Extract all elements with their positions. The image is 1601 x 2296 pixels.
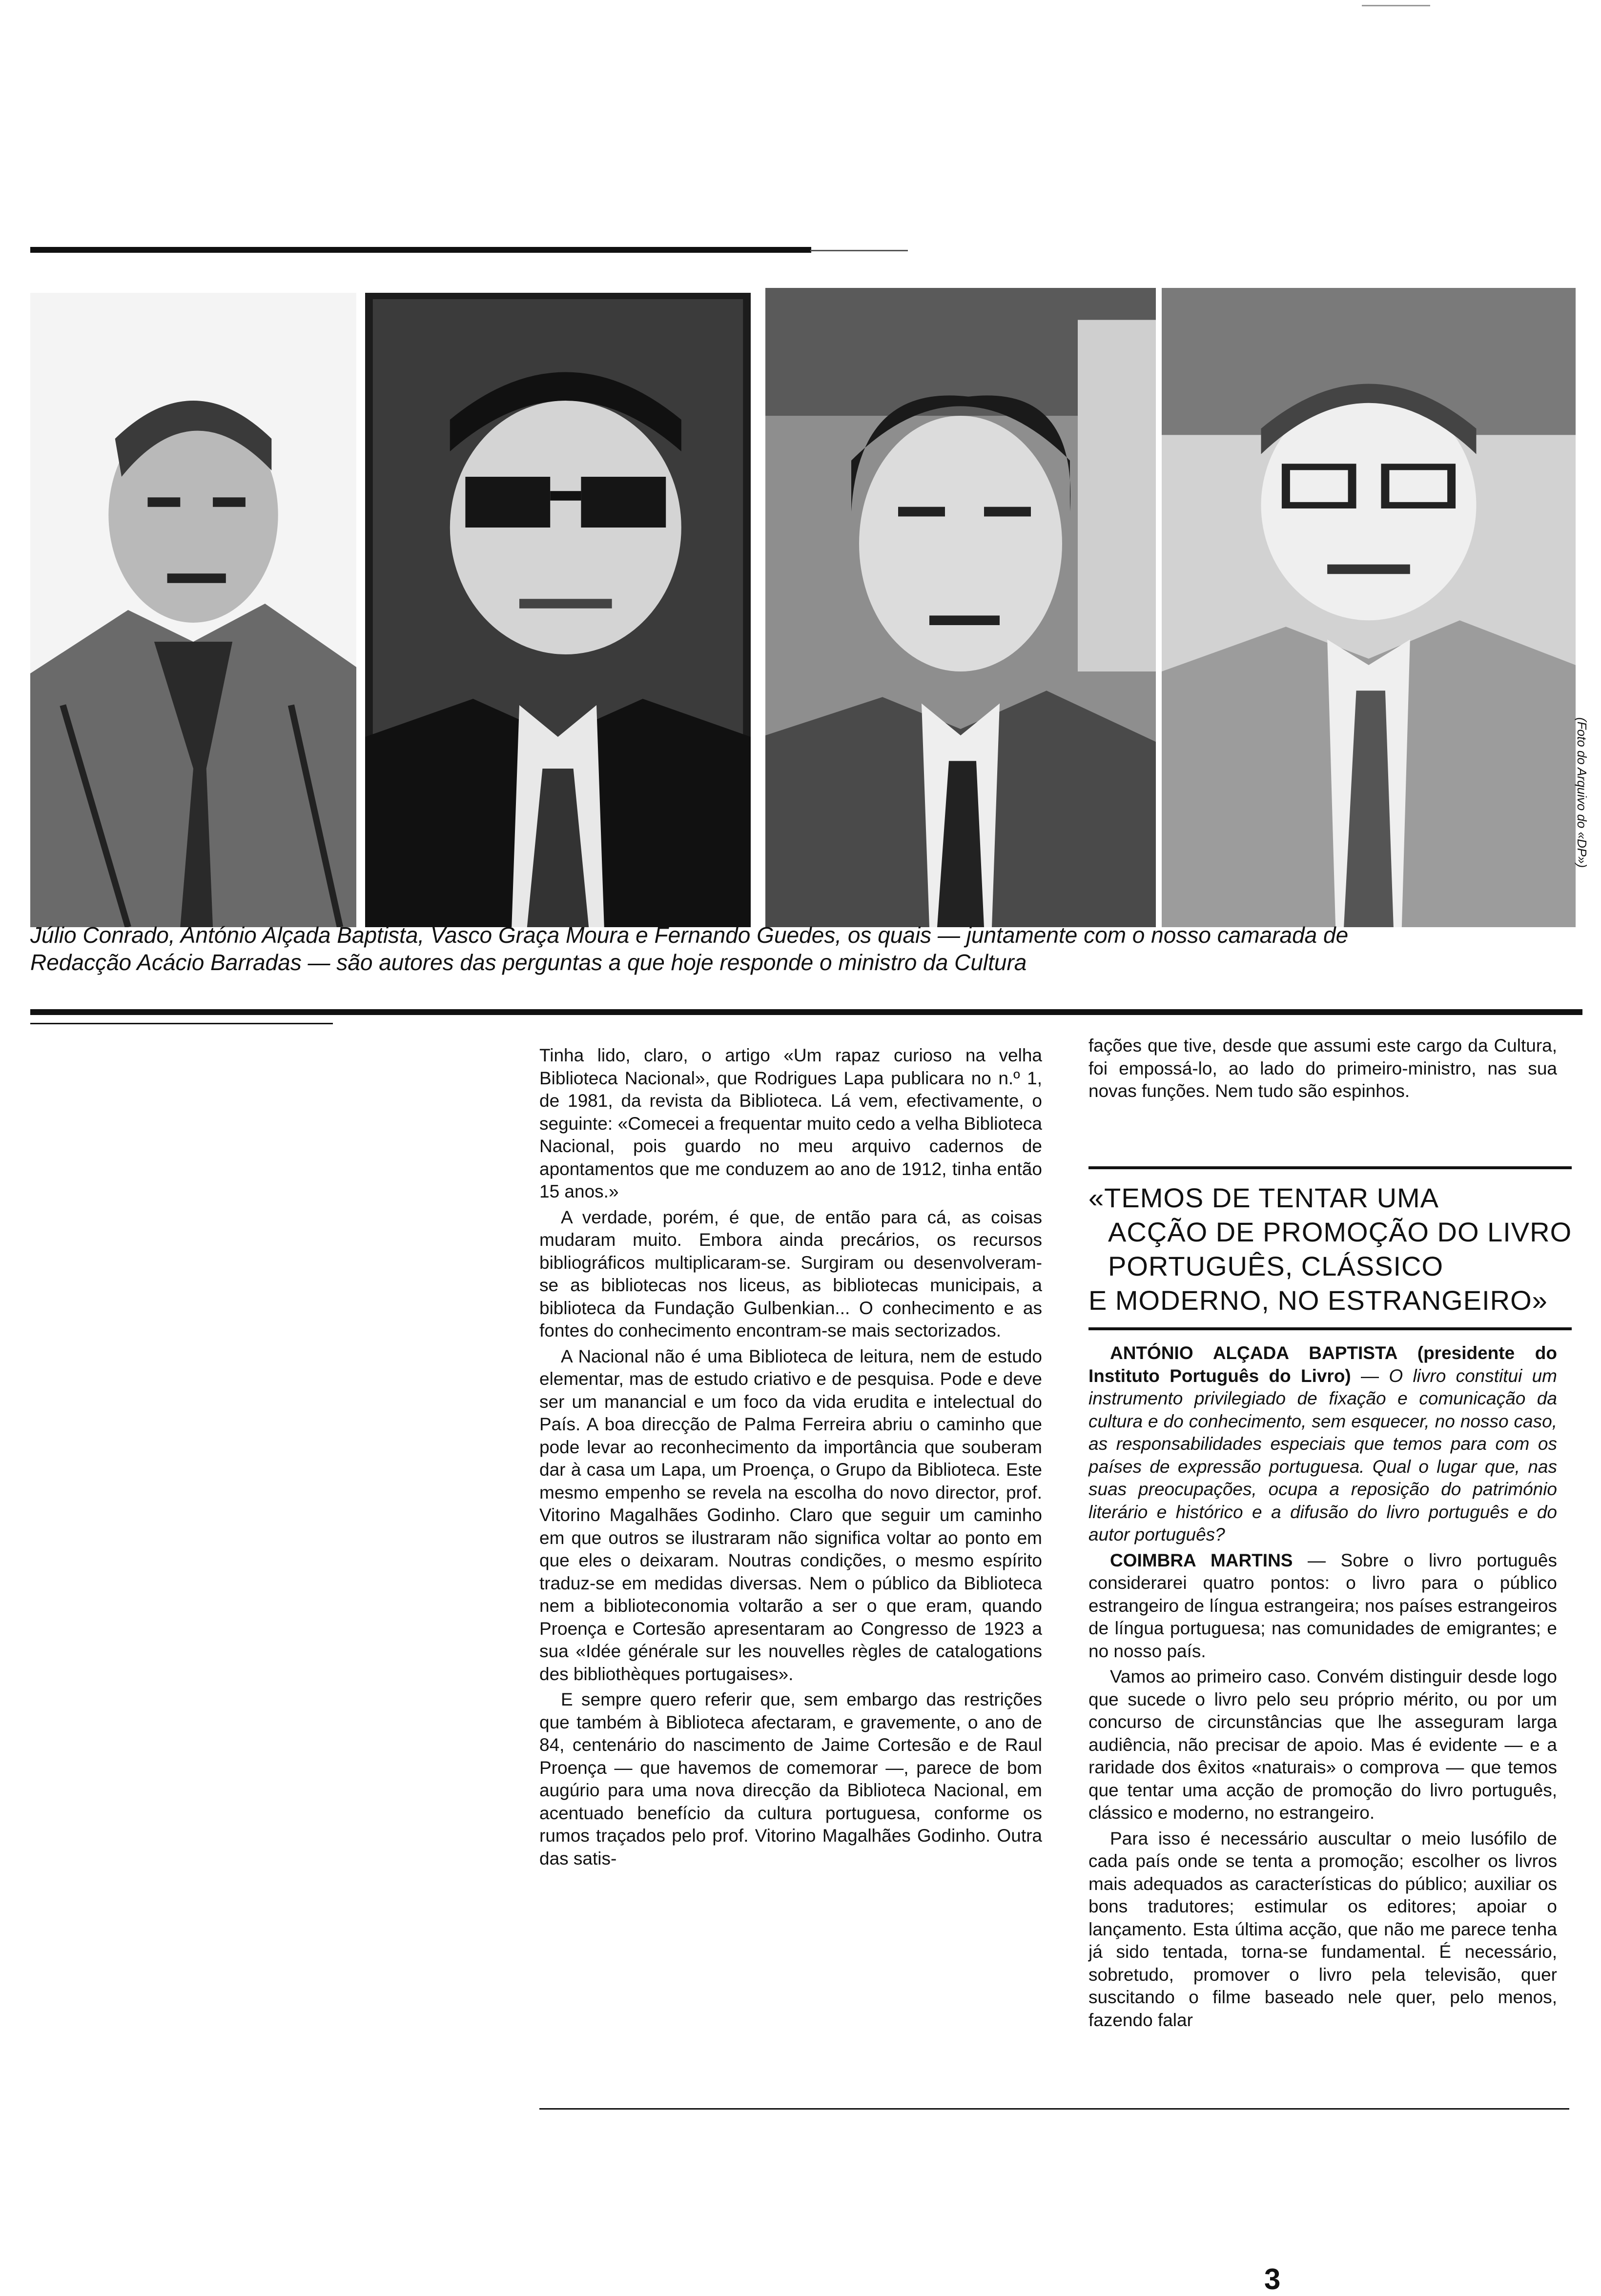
caption-rule — [30, 1009, 1582, 1015]
caption-line-1: Júlio Conrado, António Alçada Baptista, Vasco Graça Moura e Fernando Guedes, os quais — juntamente com o nosso camarada de — [30, 922, 1349, 948]
paragraph: E sempre quero referir que, sem embargo das restrições que também à Biblioteca afectaram, e gravemente, o ano de 84, centenário do nascimento de Jaime Cortesão e de Raul Proença — que havemos de comemorar —, parece de bom augúrio para uma nova direcção da Biblioteca Nacional, em acentuado benefício da cultura portuguesa, conforme os rumos traçados pelo prof. Vitorino Magalhães Godinho. Outra das satis- — [539, 1689, 1042, 1869]
headline-line-3: PORTUGUÊS, CLÁSSICO — [1108, 1251, 1444, 1281]
headline-line-4: E MODERNO, NO ESTRANGEIRO» — [1088, 1285, 1548, 1316]
portrait-1 — [30, 293, 356, 927]
portrait-3 — [765, 288, 1156, 927]
portrait-2 — [365, 293, 751, 927]
headline-line-1: «TEMOS DE TENTAR UMA — [1088, 1182, 1439, 1213]
paragraph: A verdade, porém, é que, de então para cá, as coisas mudaram muito. Embora ainda precários, os recursos bibliográficos multiplicaram-se. Surgiram ou desenvolveram-se as bibliotecas nos liceus, as bibliotecas municipais, a biblioteca da Fundação Gulbenkian... O conhecimento e as fontes do conhecimento encontram-se mais sectorizados. — [539, 1207, 1042, 1341]
article-column-1 — [539, 1044, 1042, 1873]
paragraph: fações que tive, desde que assumi este cargo da Cultura, foi empossá-lo, ao lado do primeiro-ministro, nas sua novas funções. Nem tudo são espinhos. — [1088, 1036, 1557, 1101]
question-text: O livro constitui um instrumento privilegiado de fixação e comunicação da cultura e do conhecimento, sem esquecer, no nosso caso, as responsabilidades especiais que temos para com os países de expressão portuguesa. Qual o lugar que, nas suas preocupações, ocupa a reposição do património literário e histórico e a difusão do livro português e do autor português? — [1088, 1365, 1558, 1544]
answer — [1088, 1549, 1557, 1663]
headline-line-2: ACÇÃO DE PROMOÇÃO DO LIVRO — [1108, 1217, 1572, 1247]
headline-rule-bottom — [1088, 1327, 1572, 1330]
photo-credit: (Foto do Arquivo do «DP») — [1575, 717, 1589, 868]
caption-rule-left — [30, 1023, 333, 1024]
paragraph: A Nacional não é uma Biblioteca de leitura, nem de estudo elementar, mas de estudo criativo e de pesquisa. Pode e deve ser um manancial e um foco da vida erudita e intelectual do País. A boa direcção de Palma Ferreira abriu o caminho que pode levar ao reconhecimento da importância que souberam dar à casa um Lapa, um Proença, o Grupo da Biblioteca. Este mesmo empenho se revela na escolha do novo director, prof. Vitorino Magalhães Godinho. Claro que seguir um caminho em que outros se ilustraram não significa voltar ao ponto em que eles o deixaram. Noutras condições, o mesmo espírito traduz-se em medidas diversas. Nem o público da Biblioteca nem a biblioteconomia voltarão a ser o que eram, quando Proença e Cortesão apresentaram ao Congresso de 1923 a sua «Idée générale sur les nouvelles règles de catalogations des bibliothèques portugaises». — [539, 1346, 1042, 1684]
top-rule — [30, 247, 811, 253]
photo-caption — [30, 921, 1519, 976]
page-number: 3 — [1264, 2263, 1281, 2296]
answer-text: — Sobre o livro português considerarei quatro pontos: o livro para o público estrangeiro de língua estrangeira; nos países estrangeiros de língua portuguesa; nas comunidades de emigrantes; e no nosso país. — [1088, 1550, 1557, 1661]
paragraph: Para isso é necessário auscultar o meio lusófilo de cada país onde se tenta a promoção; escolher os livros mais adequados as características do público; auxiliar os bons tradutores; estimular os editores; apoiar o lançamento. Esta última acção, que não me parece tenha já sido tentada, torna-se fundamental. É necessário, sobretudo, promover o livro pela televisão, quer suscitando o filme baseado nele quer, pelo menos, fazendo falar — [1088, 1828, 1557, 2030]
paragraph: Tinha lido, claro, o artigo «Um rapaz curioso na velha Biblioteca Nacional», que Rodrigues Lapa publicara no n.º 1, de 1981, da revista da Biblioteca. Lá vem, efectivamente, o seguinte: «Comecei a frequentar muito cedo a velha Biblioteca Nacional, pois guardo no meu arquivo cadernos de apontamentos que me conduzem ao ano de 1912, tinha então 15 anos.» — [539, 1045, 1042, 1201]
speaker-name: COIMBRA MARTINS — [1110, 1550, 1293, 1570]
corner-mark — [1362, 5, 1430, 6]
top-rule-thin — [810, 250, 908, 251]
paragraph: Vamos ao primeiro caso. Convém distinguir desde logo que sucede o livro pelo seu próprio mérito, ou por um concurso de circunstâncias que lhe asseguram larga audiência, não precisar de apoio. Mas é evidente — e a raridade dos êxitos «naturais» o comprova — que temos que tentar uma acção de promoção do livro português, clássico e moderno, no estrangeiro. — [1088, 1666, 1557, 1823]
interview-text — [1088, 1342, 1557, 2034]
speaker-name: ANTÓNIO ALÇADA BAPTISTA (presidente do Instituto Português do Livro) — [1088, 1343, 1557, 1386]
interview-headline — [1088, 1181, 1572, 1318]
question: ANTÓNIO ALÇADA BAPTISTA (presidente do Instituto Português do Livro) — O livro constitui um instrumento privilegiado de fixação e comunicação da cultura e do conhecimento, sem esquecer, no nosso caso, as responsabilidades especiais que temos para com os países de expressão portuguesa. Qual o lugar que, nas suas preocupações, ocupa a reposição do património literário e histórico e a difusão do livro português e do autor português? — [1088, 1343, 1558, 1544]
headline-rule-top — [1088, 1166, 1572, 1169]
article-column-2 — [1088, 1035, 1557, 1106]
caption-line-2: Redacção Acácio Barradas — são autores das perguntas a que hoje responde o ministro da Cultura — [30, 950, 1027, 975]
bottom-rule — [539, 2108, 1569, 2110]
portrait-4 — [1162, 288, 1576, 927]
